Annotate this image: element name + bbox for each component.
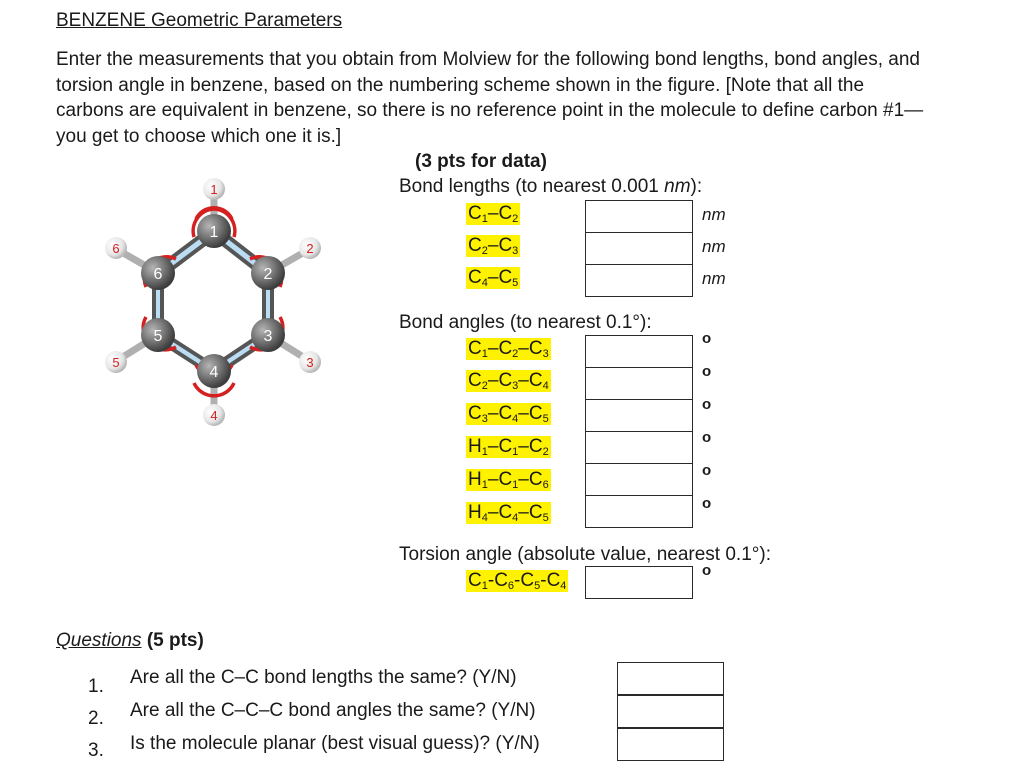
angle-input-c1-c2-c3[interactable] xyxy=(585,335,693,368)
unit-nm: nm xyxy=(702,237,726,256)
question-number: 2. xyxy=(88,708,104,729)
bond-label-c2-c3: $C_2-C_3$ xyxy=(468,235,519,257)
answer-input-q3[interactable] xyxy=(617,728,724,761)
angle-label-h1-c1-c2: $H_1-C_1-C_2$ xyxy=(468,436,549,458)
carbon-label-6: 6 xyxy=(153,266,163,283)
degree-symbol: o xyxy=(702,396,712,413)
degree-symbol: o xyxy=(702,562,712,579)
question-3-text: Is the molecule planar (best visual guess)? (Y/N) xyxy=(130,733,540,754)
benzene-molecule-figure xyxy=(100,175,340,435)
angle-input-h4-c4-c5[interactable] xyxy=(585,495,693,528)
bond-label-c1-c2: $C_1-C_2$ xyxy=(468,203,519,225)
angle-input-c3-c4-c5[interactable] xyxy=(585,399,693,432)
page-title: BENZENE Geometric Parameters xyxy=(56,10,343,31)
angle-label-c2-c3-c4: $C_2-C_3-C_4$ xyxy=(468,370,549,392)
instructions-paragraph: Enter the measurements that you obtain from Molview for the following bond lengths, bond angles, and torsion angle in benzene, based on the numbering scheme shown in the figure. [Note that all the carbons are equivalent in benzene, so there is no reference point in the molecule to define carbon #1— you get to choose which one it is.] xyxy=(56,49,924,147)
answer-input-q1[interactable] xyxy=(617,662,724,695)
carbon-label-1: 1 xyxy=(209,224,219,241)
data-points-label: (3 pts for data) xyxy=(415,151,547,172)
torsion-label-c1-c6-c5-c4: $C_1-C_6-C_5-C_4$ xyxy=(468,570,567,592)
unit-nm: nm xyxy=(702,205,726,224)
hydrogen-label-1: 1 xyxy=(210,182,218,197)
degree-symbol: o xyxy=(702,429,712,446)
hydrogen-label-6: 6 xyxy=(112,241,120,256)
hydrogen-label-5: 5 xyxy=(112,355,120,370)
degree-symbol: o xyxy=(702,495,712,512)
torsion-angle-heading: Torsion angle (absolute value, nearest 0.1°): xyxy=(399,544,771,565)
hydrogen-label-3: 3 xyxy=(306,355,314,370)
degree-symbol: o xyxy=(702,330,712,347)
angle-input-c2-c3-c4[interactable] xyxy=(585,367,693,400)
angle-input-h1-c1-c6[interactable] xyxy=(585,463,693,496)
carbon-label-3: 3 xyxy=(263,328,273,345)
questions-heading: Questions (5 pts) xyxy=(56,630,204,651)
question-1-text: Are all the C–C bond lengths the same? (Y/N) xyxy=(130,667,517,688)
question-2-text: Are all the C–C–C bond angles the same? (Y/N) xyxy=(130,700,536,721)
bond-angles-heading: Bond angles (to nearest 0.1°): xyxy=(399,312,652,333)
degree-symbol: o xyxy=(702,462,712,479)
angle-input-h1-c1-c2[interactable] xyxy=(585,431,693,464)
hydrogen-label-2: 2 xyxy=(306,241,314,256)
bond-length-input-c2-c3[interactable] xyxy=(585,232,693,265)
bond-length-input-c4-c5[interactable] xyxy=(585,264,693,297)
unit-nm: nm xyxy=(702,269,726,288)
bond-length-input-c1-c2[interactable] xyxy=(585,200,693,233)
angle-label-h1-c1-c6: $H_1-C_1-C_6$ xyxy=(468,469,549,491)
carbon-label-2: 2 xyxy=(263,266,273,283)
bond-label-c4-c5: $C_4-C_5$ xyxy=(468,267,519,289)
cc-bonds xyxy=(154,228,272,374)
answer-input-q2[interactable] xyxy=(617,695,724,728)
question-number: 3. xyxy=(88,740,104,761)
degree-symbol: o xyxy=(702,363,712,380)
carbon-label-4: 4 xyxy=(209,364,219,381)
angle-label-h4-c4-c5: $H_4-C_4-C_5$ xyxy=(468,502,549,524)
carbon-label-5: 5 xyxy=(153,328,163,345)
torsion-input-c1-c6-c5-c4[interactable] xyxy=(585,566,693,599)
question-number: 1. xyxy=(88,676,104,697)
hydrogen-label-4: 4 xyxy=(210,408,218,423)
bond-lengths-heading: Bond lengths (to nearest 0.001 nm): xyxy=(399,176,703,197)
angle-label-c1-c2-c3: $C_1-C_2-C_3$ xyxy=(468,338,549,360)
angle-label-c3-c4-c5: $C_3-C_4-C_5$ xyxy=(468,403,549,425)
